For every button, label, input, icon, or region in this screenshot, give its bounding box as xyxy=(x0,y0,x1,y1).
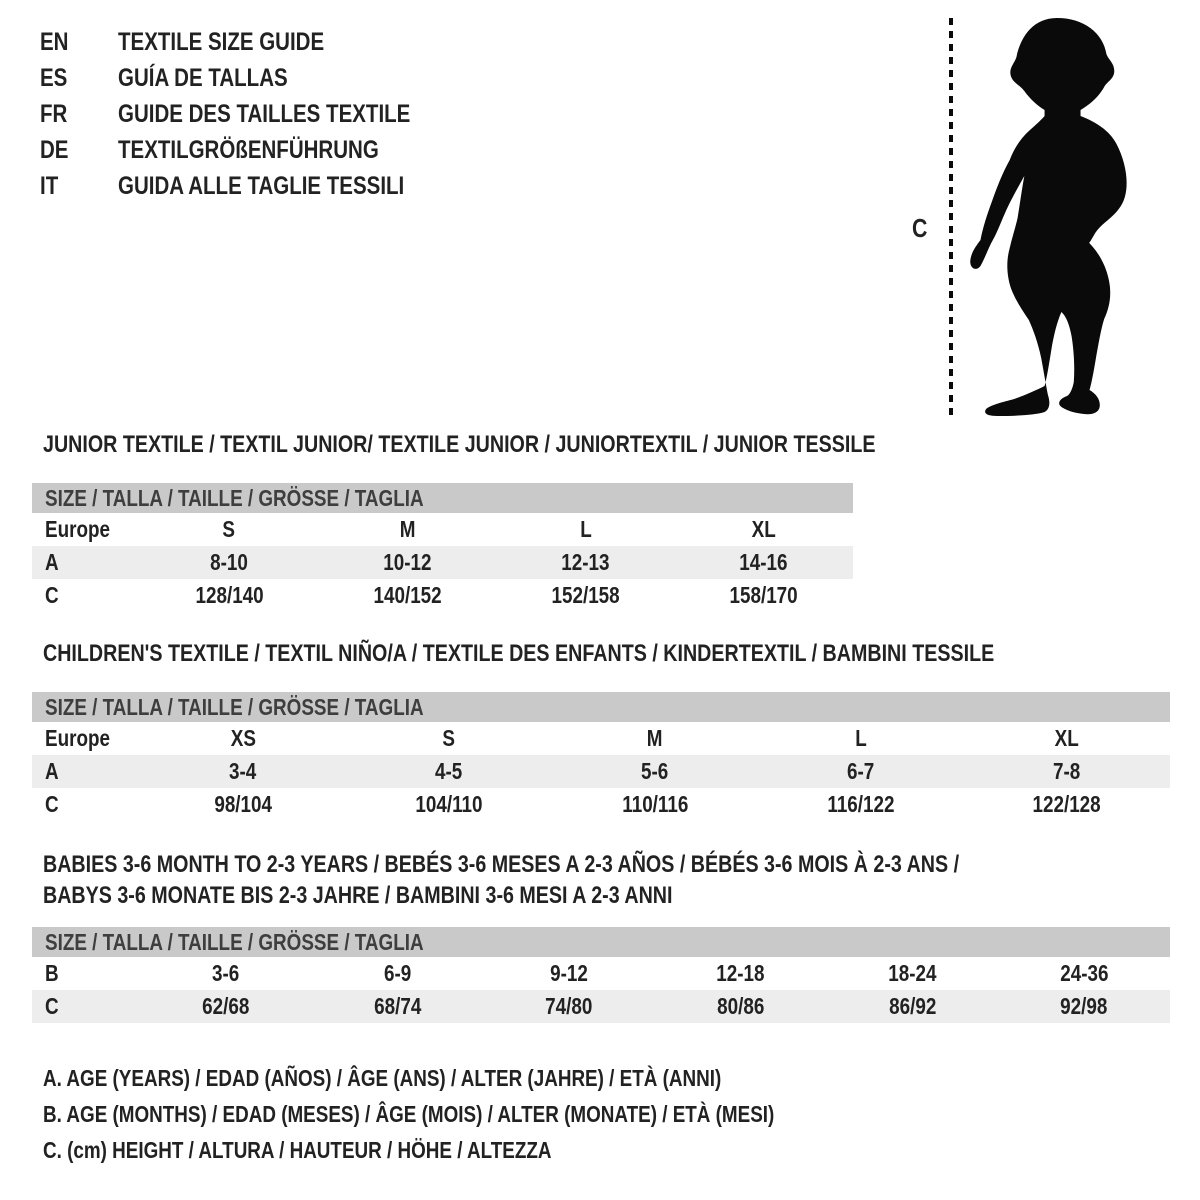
size-cell xyxy=(552,755,758,788)
babies-size-table xyxy=(32,927,1170,1023)
size-cell xyxy=(483,990,655,1023)
size-cell-text: 86/92 xyxy=(888,993,937,1019)
size-cell-text: 6-7 xyxy=(847,758,875,784)
size-cell-text: 128/140 xyxy=(195,582,264,608)
table-row xyxy=(32,957,1170,990)
children-table-title xyxy=(43,638,1200,669)
legend xyxy=(43,1060,935,1168)
language-code-text: EN xyxy=(40,28,69,56)
size-cell-text: 12-18 xyxy=(716,960,765,986)
size-cell-text: 68/74 xyxy=(373,993,422,1019)
size-cell xyxy=(346,755,552,788)
size-cell-text: M xyxy=(647,725,663,751)
height-reference-figure xyxy=(0,0,1200,440)
language-title-text: TEXTILE SIZE GUIDE xyxy=(118,28,325,56)
row-label xyxy=(32,513,140,546)
language-title-text: GUÍA DE TALLAS xyxy=(118,64,288,92)
size-cell xyxy=(675,513,853,546)
size-cell xyxy=(964,788,1170,821)
size-cell xyxy=(140,957,312,990)
size-cell xyxy=(998,957,1170,990)
legend-line-text: C. (cm) HEIGHT / ALTURA / HAUTEUR / HÖHE / ALTEZZA xyxy=(43,1137,552,1163)
row-label-text: A xyxy=(45,549,59,575)
language-code-text: IT xyxy=(40,172,59,200)
size-cell-text: 140/152 xyxy=(373,582,442,608)
size-cell-text: 5-6 xyxy=(641,758,669,784)
size-cell-text: S xyxy=(442,725,456,751)
junior-table-title xyxy=(43,429,1058,460)
row-label xyxy=(32,579,140,612)
row-label xyxy=(32,957,140,990)
size-cell-text: 18-24 xyxy=(888,960,937,986)
size-cell xyxy=(318,579,496,612)
size-cell-text: 98/104 xyxy=(214,791,272,817)
size-cell-text: 152/158 xyxy=(551,582,620,608)
size-cell-text: L xyxy=(579,516,592,542)
size-cell-text: 7-8 xyxy=(1053,758,1081,784)
table-row xyxy=(32,546,853,579)
size-cell-text: 8-10 xyxy=(210,549,248,575)
size-cell xyxy=(827,957,999,990)
babies-table-title-line2: BABYS 3-6 MONATE BIS 2-3 JAHRE / BAMBINI 3-6 MESI A 2-3 ANNI xyxy=(43,882,673,909)
size-cell xyxy=(140,788,346,821)
language-title-text: TEXTILGRÖßENFÜHRUNG xyxy=(118,136,379,164)
size-cell xyxy=(758,722,964,755)
size-header-bar xyxy=(32,692,1170,722)
size-cell-text: S xyxy=(222,516,236,542)
size-cell-text: 9-12 xyxy=(550,960,589,986)
size-cell xyxy=(140,546,318,579)
size-cell xyxy=(140,755,346,788)
language-title-text: GUIDA ALLE TAGLIE TESSILI xyxy=(118,172,405,200)
junior-table-title-text: JUNIOR TEXTILE / TEXTIL JUNIOR/ TEXTILE JUNIOR / JUNIORTEXTIL / JUNIOR TESSILE xyxy=(43,431,876,458)
table-row xyxy=(32,513,853,546)
size-cell-text: XS xyxy=(230,725,256,751)
row-label-text: A xyxy=(45,758,59,784)
size-cell-text: 122/128 xyxy=(1032,791,1102,817)
size-cell-text: 110/116 xyxy=(621,791,689,817)
size-cell-text: L xyxy=(855,725,867,751)
size-cell xyxy=(998,990,1170,1023)
legend-line-text: A. AGE (YEARS) / EDAD (AÑOS) / ÂGE (ANS) / ALTER (JAHRE) / ETÀ (ANNI) xyxy=(43,1065,722,1091)
size-header-bar-text: SIZE / TALLA / TAILLE / GRÖSSE / TAGLIA xyxy=(45,485,424,511)
size-cell xyxy=(758,788,964,821)
row-label xyxy=(32,722,140,755)
size-cell xyxy=(346,788,552,821)
language-code-text: FR xyxy=(40,100,68,128)
row-label-text: C xyxy=(45,993,59,1019)
size-cell xyxy=(497,546,675,579)
size-cell-text: 24-36 xyxy=(1060,960,1109,986)
size-cell-text: 80/86 xyxy=(717,993,765,1019)
language-code-text: ES xyxy=(40,64,68,92)
size-cell xyxy=(655,957,827,990)
size-cell xyxy=(312,990,484,1023)
height-measure-line xyxy=(949,18,953,416)
row-label-text: Europe xyxy=(45,725,110,751)
size-cell-text: XL xyxy=(1054,725,1080,751)
row-label-text: C xyxy=(45,582,59,608)
size-cell xyxy=(318,513,496,546)
size-cell xyxy=(675,546,853,579)
size-cell xyxy=(312,957,484,990)
baby-silhouette-icon xyxy=(967,18,1130,416)
legend-line xyxy=(43,1060,935,1096)
size-cell xyxy=(497,579,675,612)
row-label-text: Europe xyxy=(45,516,110,542)
size-cell xyxy=(140,990,312,1023)
size-cell xyxy=(140,722,346,755)
legend-line xyxy=(43,1132,935,1168)
children-size-table xyxy=(32,692,1170,821)
table-row xyxy=(32,755,1170,788)
size-cell-text: 116/122 xyxy=(827,791,895,817)
size-cell xyxy=(964,755,1170,788)
size-cell-text: 12-13 xyxy=(561,549,610,575)
size-cell xyxy=(346,722,552,755)
size-cell xyxy=(552,722,758,755)
size-cell-text: 4-5 xyxy=(435,758,463,784)
language-code-text: DE xyxy=(40,136,69,164)
size-cell-text: 3-4 xyxy=(229,758,257,784)
size-cell xyxy=(827,990,999,1023)
size-cell xyxy=(318,546,496,579)
babies-table-title-line1: BABIES 3-6 MONTH TO 2-3 YEARS / BEBÉS 3-6 MESES A 2-3 AÑOS / BÉBÉS 3-6 MOIS À 2-3 ANS / xyxy=(43,851,960,878)
size-cell xyxy=(483,957,655,990)
table-row xyxy=(32,788,1170,821)
size-cell-text: 6-9 xyxy=(383,960,412,986)
size-cell-text: 92/98 xyxy=(1060,993,1108,1019)
height-measure-label xyxy=(912,213,931,244)
table-row xyxy=(32,722,1170,755)
size-cell xyxy=(552,788,758,821)
junior-size-table xyxy=(32,483,853,612)
size-cell xyxy=(655,990,827,1023)
size-cell-text: 10-12 xyxy=(383,549,432,575)
row-label-text: C xyxy=(45,791,59,817)
size-cell xyxy=(140,513,318,546)
children-table-title-text: CHILDREN'S TEXTILE / TEXTIL NIÑO/A / TEXTILE DES ENFANTS / KINDERTEXTIL / BAMBINI TESSILE xyxy=(43,640,995,667)
row-label xyxy=(32,990,140,1023)
table-row xyxy=(32,990,1170,1023)
row-label xyxy=(32,788,140,821)
size-header-bar xyxy=(32,483,853,513)
size-cell xyxy=(497,513,675,546)
size-cell xyxy=(964,722,1170,755)
table-row xyxy=(32,579,853,612)
size-header-bar-text: SIZE / TALLA / TAILLE / GRÖSSE / TAGLIA xyxy=(45,694,424,720)
size-cell-text: 158/170 xyxy=(729,582,798,608)
size-header-bar-text: SIZE / TALLA / TAILLE / GRÖSSE / TAGLIA xyxy=(45,929,424,955)
size-cell-text: 104/110 xyxy=(415,791,483,817)
row-label xyxy=(32,546,140,579)
height-measure-label-text: C xyxy=(912,213,928,243)
legend-line xyxy=(43,1096,935,1132)
size-cell-text: 3-6 xyxy=(212,960,240,986)
row-label xyxy=(32,755,140,788)
size-header-bar xyxy=(32,927,1170,957)
size-cell-text: XL xyxy=(751,516,776,542)
size-cell xyxy=(758,755,964,788)
size-cell xyxy=(140,579,318,612)
row-label-text: B xyxy=(45,960,59,986)
legend-line-text: B. AGE (MONTHS) / EDAD (MESES) / ÂGE (MOIS) / ALTER (MONATE) / ETÀ (MESI) xyxy=(43,1101,775,1127)
size-cell-text: 74/80 xyxy=(545,993,593,1019)
language-title-text: GUIDE DES TAILLES TEXTILE xyxy=(118,100,411,128)
size-cell-text: 14-16 xyxy=(739,549,788,575)
size-cell-text: 62/68 xyxy=(202,993,250,1019)
size-cell xyxy=(675,579,853,612)
babies-table-title xyxy=(43,849,1160,911)
size-cell-text: M xyxy=(399,516,416,542)
